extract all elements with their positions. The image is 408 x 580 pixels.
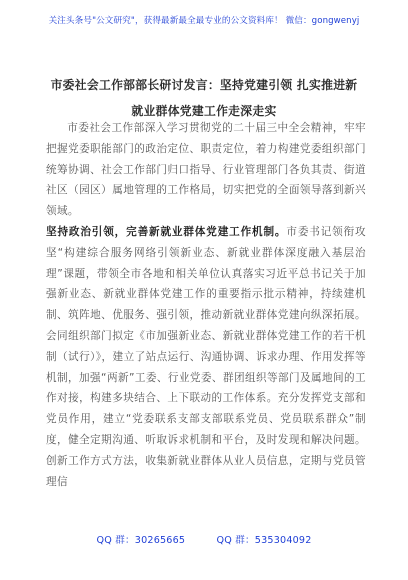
paragraph-2-body: 市委书记领衔攻坚“构建综合服务网络引领新业态、新就业群体深度融入基层治理”课题，带领全市各地和相关单位认真落实习近平总书记关于加强新业态、新就业群体党建工作的重要指示批示精神，持续建机制、筑阵地、优服务、强引领，推动新就业群体党建向纵深拓展。会同组织部门拟定《市加强新业态、新就业群体党建工作的若干机制（试行）》，建立了站点运行、沟通协调、诉求办理、作用发挥等机制，加强“两新”工委、行业党委、群团组织等部门及属地间的工作对接，构建多块结合、上下联动的工作体系。充分发挥党支部和党员作用，建立“党委联系支部支部联系党员、党员联系群众”制度，健全定期沟通、听取诉求机制和平台，及时发现和解决问题。创新工作方式方法，收集新就业群体从业人员信息，定期与党员管理信 bbox=[46, 226, 366, 488]
footer-contacts bbox=[0, 532, 408, 546]
qq-group-1: QQ 群：30265665 bbox=[96, 535, 186, 546]
paragraph-2 bbox=[46, 222, 366, 492]
paragraph-2-lead: 坚持政治引领，完善新就业群体党建工作机制。 bbox=[46, 226, 287, 238]
paragraph-1: 市委社会工作部深入学习贯彻党的二十届三中全会精神，牢牢把握党委职能部门的政治定位、职责定位，着力构建党委组织部门统筹协调、社会工作部门归口指导、行业管理部门各负其责、街道社区（园区）属地管理的工作格局，切实把党的全面领导落到新兴领域。 bbox=[46, 122, 366, 218]
title-line-2: 就业群体党建工作走深走实 bbox=[131, 104, 277, 118]
qq-group-2: QQ 群：535304092 bbox=[216, 535, 312, 546]
header-banner: 关注头条号"公文研究"，获得最新最全最专业的公文资料库！ 微信：gongwenyj bbox=[48, 16, 360, 26]
document-title bbox=[20, 72, 388, 124]
title-line-1: 市委社会工作部部长研讨发言：坚持党建引领 扎实推进新 bbox=[50, 78, 358, 92]
